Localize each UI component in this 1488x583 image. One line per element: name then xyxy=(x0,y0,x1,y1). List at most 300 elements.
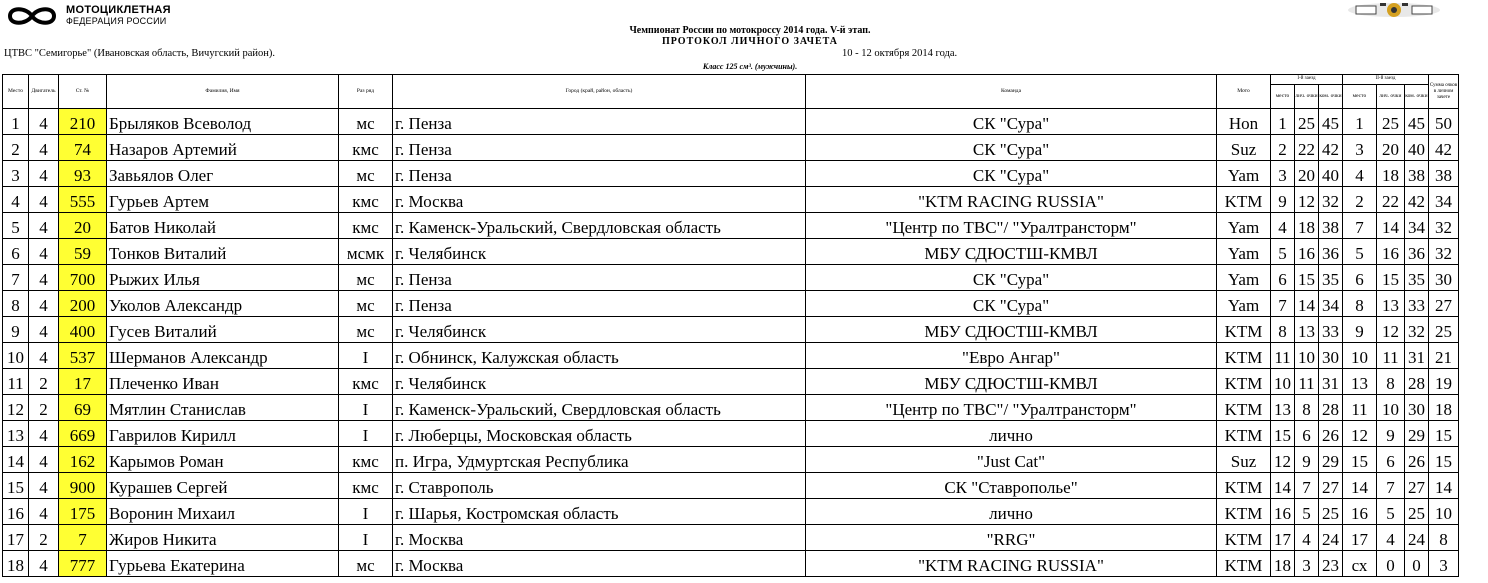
cell-moto: KTM xyxy=(1217,551,1271,577)
cell-moto: Suz xyxy=(1217,135,1271,161)
cell-r1-pers: 9 xyxy=(1295,447,1319,473)
cell-r2-place: 1 xyxy=(1343,109,1377,135)
cell-city: г. Челябинск xyxy=(393,369,806,395)
race1-team-header: ком. очки xyxy=(1319,93,1342,99)
cell-rank: мс xyxy=(339,551,393,577)
cell-sum: 27 xyxy=(1429,291,1459,317)
cell-r1-place: 8 xyxy=(1271,317,1295,343)
cell-place: 8 xyxy=(3,291,29,317)
table-row xyxy=(3,135,1459,161)
cell-team: "Центр по ТВС"/ "Уралтрансторм" xyxy=(806,213,1217,239)
cell-city: г. Каменск-Уральский, Свердловская область xyxy=(393,213,806,239)
cell-r2-team: 27 xyxy=(1405,473,1429,499)
cell-name: Карымов Роман xyxy=(107,447,339,473)
cell-r2-pers: 18 xyxy=(1377,161,1405,187)
cell-number: 400 xyxy=(59,317,107,343)
cell-engine: 4 xyxy=(29,265,59,291)
cell-team: "Евро Ангар" xyxy=(806,343,1217,369)
cell-city: г. Челябинск xyxy=(393,239,806,265)
cell-r1-pers: 8 xyxy=(1295,395,1319,421)
federation-logo xyxy=(4,5,171,27)
cell-r1-team: 23 xyxy=(1319,551,1343,577)
cell-r1-place: 17 xyxy=(1271,525,1295,551)
cell-city: г. Челябинск xyxy=(393,317,806,343)
cell-r1-team: 27 xyxy=(1319,473,1343,499)
cell-r2-pers: 6 xyxy=(1377,447,1405,473)
cell-r1-team: 45 xyxy=(1319,109,1343,135)
cell-number: 17 xyxy=(59,369,107,395)
cell-place: 17 xyxy=(3,525,29,551)
cell-r1-place: 9 xyxy=(1271,187,1295,213)
cell-name: Воронин Михаил xyxy=(107,499,339,525)
cell-place: 11 xyxy=(3,369,29,395)
cell-engine: 4 xyxy=(29,135,59,161)
cell-r2-place: 10 xyxy=(1343,343,1377,369)
cell-team: СК "Сура" xyxy=(806,135,1217,161)
cell-sum: 10 xyxy=(1429,499,1459,525)
cell-r1-team: 29 xyxy=(1319,447,1343,473)
cell-r1-place: 12 xyxy=(1271,447,1295,473)
cell-r1-pers: 15 xyxy=(1295,265,1319,291)
col-team: Команда xyxy=(806,75,1217,109)
cell-city: г. Обнинск, Калужская область xyxy=(393,343,806,369)
cell-engine: 2 xyxy=(29,369,59,395)
col-rank: Раз ряд xyxy=(339,75,393,109)
cell-moto: Hon xyxy=(1217,109,1271,135)
cell-r2-place: 17 xyxy=(1343,525,1377,551)
cell-r1-place: 5 xyxy=(1271,239,1295,265)
cell-r1-team: 24 xyxy=(1319,525,1343,551)
class-text: Класс 125 см³. (мужчины). xyxy=(702,62,798,71)
cell-team: МБУ СДЮСТШ-КМВЛ xyxy=(806,369,1217,395)
cell-engine: 2 xyxy=(29,525,59,551)
cell-r2-pers: 15 xyxy=(1377,265,1405,291)
cell-r1-pers: 6 xyxy=(1295,421,1319,447)
cell-r2-pers: 16 xyxy=(1377,239,1405,265)
infinity-logo-icon xyxy=(4,5,60,27)
cell-team: СК "Сура" xyxy=(806,161,1217,187)
cell-number: 162 xyxy=(59,447,107,473)
cell-r1-team: 32 xyxy=(1319,187,1343,213)
cell-r2-team: 36 xyxy=(1405,239,1429,265)
cell-r1-pers: 7 xyxy=(1295,473,1319,499)
race2-title: II-й заезд xyxy=(1343,75,1428,85)
cell-sum: 18 xyxy=(1429,395,1459,421)
cell-place: 13 xyxy=(3,421,29,447)
cell-moto: KTM xyxy=(1217,395,1271,421)
cell-r1-team: 30 xyxy=(1319,343,1343,369)
cell-name: Тонков Виталий xyxy=(107,239,339,265)
cell-r1-pers: 12 xyxy=(1295,187,1319,213)
cell-city: г. Пенза xyxy=(393,161,806,187)
cell-name: Уколов Александр xyxy=(107,291,339,317)
cell-team: "KTM RACING RUSSIA" xyxy=(806,187,1217,213)
table-row xyxy=(3,499,1459,525)
cell-r2-pers: 10 xyxy=(1377,395,1405,421)
cell-r2-pers: 5 xyxy=(1377,499,1405,525)
cell-r1-team: 42 xyxy=(1319,135,1343,161)
cell-rank: кмс xyxy=(339,213,393,239)
cell-r1-pers: 22 xyxy=(1295,135,1319,161)
cell-r2-place: 6 xyxy=(1343,265,1377,291)
cell-city: г. Москва xyxy=(393,525,806,551)
cell-place: 12 xyxy=(3,395,29,421)
cell-r1-pers: 5 xyxy=(1295,499,1319,525)
cell-name: Гаврилов Кирилл xyxy=(107,421,339,447)
cell-engine: 4 xyxy=(29,447,59,473)
cell-team: СК "Сура" xyxy=(806,265,1217,291)
table-row xyxy=(3,291,1459,317)
cell-rank: мс xyxy=(339,317,393,343)
cell-r1-place: 6 xyxy=(1271,265,1295,291)
cell-rank: кмс xyxy=(339,447,393,473)
cell-name: Шерманов Александр xyxy=(107,343,339,369)
cell-r1-pers: 4 xyxy=(1295,525,1319,551)
cell-r1-team: 36 xyxy=(1319,239,1343,265)
cell-place: 2 xyxy=(3,135,29,161)
cell-moto: KTM xyxy=(1217,317,1271,343)
cell-city: г. Каменск-Уральский, Свердловская область xyxy=(393,395,806,421)
cell-r1-pers: 25 xyxy=(1295,109,1319,135)
col-number: Ст. № xyxy=(59,75,107,109)
cell-sum: 38 xyxy=(1429,161,1459,187)
cell-r1-team: 34 xyxy=(1319,291,1343,317)
cell-r2-place: 2 xyxy=(1343,187,1377,213)
cell-place: 4 xyxy=(3,187,29,213)
cell-moto: Yam xyxy=(1217,213,1271,239)
cell-r2-place: 7 xyxy=(1343,213,1377,239)
table-row xyxy=(3,239,1459,265)
cell-rank: I xyxy=(339,525,393,551)
race1-place-header: место xyxy=(1271,85,1295,108)
cell-place: 14 xyxy=(3,447,29,473)
table-row xyxy=(3,213,1459,239)
cell-r2-team: 29 xyxy=(1405,421,1429,447)
cell-r1-place: 16 xyxy=(1271,499,1295,525)
cell-r1-place: 2 xyxy=(1271,135,1295,161)
cell-r2-place: 12 xyxy=(1343,421,1377,447)
table-row xyxy=(3,369,1459,395)
cell-r1-place: 1 xyxy=(1271,109,1295,135)
cell-r2-team: 35 xyxy=(1405,265,1429,291)
logo-line2: ФЕДЕРАЦИЯ РОССИИ xyxy=(66,16,167,26)
cell-city: г. Москва xyxy=(393,551,806,577)
cell-moto: KTM xyxy=(1217,187,1271,213)
cell-r2-team: 0 xyxy=(1405,551,1429,577)
cell-r2-place: 16 xyxy=(1343,499,1377,525)
cell-sum: 15 xyxy=(1429,421,1459,447)
cell-engine: 4 xyxy=(29,343,59,369)
table-row xyxy=(3,317,1459,343)
race2-team-header: ком. очки xyxy=(1405,93,1428,99)
cell-r1-team: 28 xyxy=(1319,395,1343,421)
cell-number: 700 xyxy=(59,265,107,291)
table-row xyxy=(3,551,1459,577)
cell-sum: 14 xyxy=(1429,473,1459,499)
document-subtitle: ПРОТОКОЛ ЛИЧНОГО ЗАЧЕТА xyxy=(661,36,839,47)
cell-team: лично xyxy=(806,421,1217,447)
cell-r1-team: 35 xyxy=(1319,265,1343,291)
cell-r2-pers: 12 xyxy=(1377,317,1405,343)
cell-city: п. Игра, Удмуртская Республика xyxy=(393,447,806,473)
cell-r1-pers: 16 xyxy=(1295,239,1319,265)
cell-sum: 32 xyxy=(1429,213,1459,239)
col-engine: Двигатель xyxy=(29,75,59,109)
cell-r2-pers: 9 xyxy=(1377,421,1405,447)
cell-r2-pers: 13 xyxy=(1377,291,1405,317)
cell-city: г. Пенза xyxy=(393,265,806,291)
cell-number: 20 xyxy=(59,213,107,239)
cell-r1-pers: 3 xyxy=(1295,551,1319,577)
cell-rank: кмс xyxy=(339,473,393,499)
col-name: Фамилия, Имя xyxy=(107,75,339,109)
col-sum: Сумма очков в личном зачете xyxy=(1429,75,1459,109)
cell-engine: 4 xyxy=(29,161,59,187)
cell-place: 9 xyxy=(3,317,29,343)
cell-r2-team: 31 xyxy=(1405,343,1429,369)
cell-number: 7 xyxy=(59,525,107,551)
cell-team: "Just Cat" xyxy=(806,447,1217,473)
cell-team: СК "Сура" xyxy=(806,291,1217,317)
cell-r2-pers: 14 xyxy=(1377,213,1405,239)
cell-r1-place: 10 xyxy=(1271,369,1295,395)
cell-rank: кмс xyxy=(339,369,393,395)
cell-rank: кмс xyxy=(339,187,393,213)
table-row xyxy=(3,161,1459,187)
cell-number: 555 xyxy=(59,187,107,213)
cell-r2-pers: 20 xyxy=(1377,135,1405,161)
race2-place-header: место xyxy=(1343,85,1377,108)
cell-r1-pers: 11 xyxy=(1295,369,1319,395)
cell-team: СК "Ставрополье" xyxy=(806,473,1217,499)
cell-r1-pers: 14 xyxy=(1295,291,1319,317)
cell-r1-pers: 20 xyxy=(1295,161,1319,187)
cell-place: 1 xyxy=(3,109,29,135)
cell-r2-place: сх xyxy=(1343,551,1377,577)
cell-city: г. Пенза xyxy=(393,135,806,161)
cell-name: Плеченко Иван xyxy=(107,369,339,395)
cell-r1-pers: 13 xyxy=(1295,317,1319,343)
cell-r2-team: 30 xyxy=(1405,395,1429,421)
cell-engine: 2 xyxy=(29,395,59,421)
cell-place: 7 xyxy=(3,265,29,291)
cell-moto: Yam xyxy=(1217,239,1271,265)
cell-engine: 4 xyxy=(29,109,59,135)
logo-line1: МОТОЦИКЛЕТНАЯ xyxy=(66,4,171,16)
cell-engine: 4 xyxy=(29,551,59,577)
cell-r2-team: 26 xyxy=(1405,447,1429,473)
cell-number: 200 xyxy=(59,291,107,317)
cell-r1-place: 3 xyxy=(1271,161,1295,187)
cell-r1-team: 31 xyxy=(1319,369,1343,395)
cell-r1-place: 14 xyxy=(1271,473,1295,499)
cell-r1-place: 11 xyxy=(1271,343,1295,369)
cell-rank: мс xyxy=(339,161,393,187)
cell-r2-place: 4 xyxy=(1343,161,1377,187)
table-row xyxy=(3,395,1459,421)
results-table xyxy=(2,74,1459,577)
cell-sum: 34 xyxy=(1429,187,1459,213)
cell-sum: 8 xyxy=(1429,525,1459,551)
cell-rank: I xyxy=(339,421,393,447)
race1-pers-header: лич. очки xyxy=(1295,85,1319,108)
cell-name: Брыляков Всеволод xyxy=(107,109,339,135)
cell-team: МБУ СДЮСТШ-КМВЛ xyxy=(806,239,1217,265)
venue-text: ЦТВС "Семигорье" (Ивановская область, Вичугский район). xyxy=(4,48,276,59)
cell-team: СК "Сура" xyxy=(806,109,1217,135)
col-moto: Мото xyxy=(1217,75,1271,109)
cell-r2-team: 33 xyxy=(1405,291,1429,317)
cell-engine: 4 xyxy=(29,317,59,343)
cell-engine: 4 xyxy=(29,499,59,525)
cell-r2-pers: 11 xyxy=(1377,343,1405,369)
col-race2 xyxy=(1343,75,1429,109)
cell-engine: 4 xyxy=(29,213,59,239)
cell-r2-pers: 4 xyxy=(1377,525,1405,551)
table-row xyxy=(3,265,1459,291)
cell-rank: мс xyxy=(339,109,393,135)
cell-rank: I xyxy=(339,499,393,525)
cell-place: 15 xyxy=(3,473,29,499)
cell-name: Рыжих Илья xyxy=(107,265,339,291)
cell-number: 74 xyxy=(59,135,107,161)
cell-r2-team: 28 xyxy=(1405,369,1429,395)
cell-team: лично xyxy=(806,499,1217,525)
table-row xyxy=(3,109,1459,135)
table-row xyxy=(3,447,1459,473)
cell-place: 5 xyxy=(3,213,29,239)
cell-r1-place: 15 xyxy=(1271,421,1295,447)
cell-number: 59 xyxy=(59,239,107,265)
cell-moto: Yam xyxy=(1217,265,1271,291)
cell-number: 537 xyxy=(59,343,107,369)
cell-sum: 3 xyxy=(1429,551,1459,577)
cell-r2-team: 38 xyxy=(1405,161,1429,187)
cell-moto: Yam xyxy=(1217,291,1271,317)
cell-name: Жиров Никита xyxy=(107,525,339,551)
dates-text: 10 - 12 октября 2014 года. xyxy=(842,48,958,59)
cell-r2-pers: 8 xyxy=(1377,369,1405,395)
cell-city: г. Москва xyxy=(393,187,806,213)
cell-name: Гурьев Артем xyxy=(107,187,339,213)
cell-moto: KTM xyxy=(1217,421,1271,447)
cell-number: 69 xyxy=(59,395,107,421)
cell-r2-place: 3 xyxy=(1343,135,1377,161)
cell-r2-place: 5 xyxy=(1343,239,1377,265)
cell-r2-team: 25 xyxy=(1405,499,1429,525)
cell-city: г. Люберцы, Московская область xyxy=(393,421,806,447)
cell-moto: KTM xyxy=(1217,343,1271,369)
cell-r2-pers: 0 xyxy=(1377,551,1405,577)
cell-number: 669 xyxy=(59,421,107,447)
cell-r2-pers: 25 xyxy=(1377,109,1405,135)
cell-sum: 32 xyxy=(1429,239,1459,265)
table-row xyxy=(3,343,1459,369)
cell-sum: 15 xyxy=(1429,447,1459,473)
cell-city: г. Ставрополь xyxy=(393,473,806,499)
cell-r2-team: 40 xyxy=(1405,135,1429,161)
cell-r2-place: 14 xyxy=(1343,473,1377,499)
race1-title: I-й заезд xyxy=(1271,75,1342,85)
cell-r2-team: 24 xyxy=(1405,525,1429,551)
table-row xyxy=(3,525,1459,551)
cell-r2-pers: 7 xyxy=(1377,473,1405,499)
cell-moto: KTM xyxy=(1217,525,1271,551)
cell-engine: 4 xyxy=(29,187,59,213)
cell-team: "RRG" xyxy=(806,525,1217,551)
cell-sum: 42 xyxy=(1429,135,1459,161)
table-header xyxy=(3,75,1459,109)
cell-name: Батов Николай xyxy=(107,213,339,239)
cell-moto: Suz xyxy=(1217,447,1271,473)
cell-place: 18 xyxy=(3,551,29,577)
cell-number: 175 xyxy=(59,499,107,525)
cell-moto: KTM xyxy=(1217,369,1271,395)
cell-r1-pers: 18 xyxy=(1295,213,1319,239)
cell-city: г. Пенза xyxy=(393,109,806,135)
table-row xyxy=(3,473,1459,499)
cell-moto: KTM xyxy=(1217,499,1271,525)
cell-rank: мсмк xyxy=(339,239,393,265)
cell-place: 10 xyxy=(3,343,29,369)
cell-number: 777 xyxy=(59,551,107,577)
cell-name: Гурьева Екатерина xyxy=(107,551,339,577)
cell-sum: 21 xyxy=(1429,343,1459,369)
cell-name: Гусев Виталий xyxy=(107,317,339,343)
cell-r1-team: 33 xyxy=(1319,317,1343,343)
cell-moto: Yam xyxy=(1217,161,1271,187)
cell-place: 6 xyxy=(3,239,29,265)
cell-name: Назаров Артемий xyxy=(107,135,339,161)
cell-rank: мс xyxy=(339,291,393,317)
cell-r1-place: 13 xyxy=(1271,395,1295,421)
table-row xyxy=(3,421,1459,447)
cell-engine: 4 xyxy=(29,473,59,499)
cell-sum: 25 xyxy=(1429,317,1459,343)
col-race1 xyxy=(1271,75,1343,109)
cell-r2-pers: 22 xyxy=(1377,187,1405,213)
cell-number: 210 xyxy=(59,109,107,135)
cell-r1-place: 7 xyxy=(1271,291,1295,317)
cell-team: МБУ СДЮСТШ-КМВЛ xyxy=(806,317,1217,343)
table-row xyxy=(3,187,1459,213)
document-title: Чемпионат России по мотокроссу 2014 года. V-й этап. xyxy=(629,25,871,36)
cell-sum: 19 xyxy=(1429,369,1459,395)
cell-r2-place: 13 xyxy=(1343,369,1377,395)
cell-r2-team: 45 xyxy=(1405,109,1429,135)
cell-number: 900 xyxy=(59,473,107,499)
race2-pers-header: лич. очки xyxy=(1377,85,1405,108)
cell-team: "Центр по ТВС"/ "Уралтрансторм" xyxy=(806,395,1217,421)
cell-r2-place: 9 xyxy=(1343,317,1377,343)
cell-r2-team: 32 xyxy=(1405,317,1429,343)
cell-rank: мс xyxy=(339,265,393,291)
cell-r1-team: 25 xyxy=(1319,499,1343,525)
cell-r1-place: 4 xyxy=(1271,213,1295,239)
cell-r2-team: 42 xyxy=(1405,187,1429,213)
cell-r2-place: 8 xyxy=(1343,291,1377,317)
cell-sum: 50 xyxy=(1429,109,1459,135)
cell-name: Мятлин Станислав xyxy=(107,395,339,421)
cell-name: Курашев Сергей xyxy=(107,473,339,499)
cell-r1-team: 26 xyxy=(1319,421,1343,447)
cell-city: г. Шарья, Костромская область xyxy=(393,499,806,525)
cell-team: "KTM RACING RUSSIA" xyxy=(806,551,1217,577)
cell-r1-team: 40 xyxy=(1319,161,1343,187)
cell-r2-team: 34 xyxy=(1405,213,1429,239)
cell-r2-place: 15 xyxy=(1343,447,1377,473)
cell-r1-place: 18 xyxy=(1271,551,1295,577)
